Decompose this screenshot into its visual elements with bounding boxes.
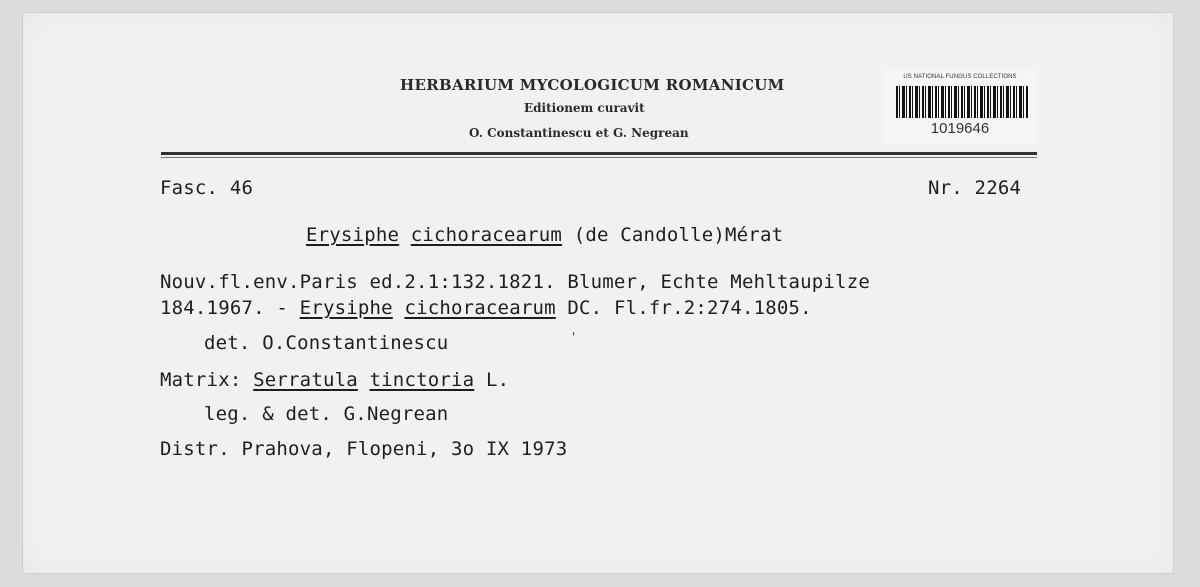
fascicle-number: Fasc. 46: [160, 177, 254, 199]
matrix-author: L.: [485, 369, 510, 391]
distribution-line: Distr. Prahova, Flopeni, 3o IX 1973: [160, 438, 568, 460]
reference-line-1: Nouv.fl.env.Paris ed.2.1:132.1821. Blumer, Echte Mehltaupilze: [160, 271, 870, 293]
reference-epithet: cichoracearum: [404, 297, 556, 319]
species-genus: Erysiphe: [306, 224, 400, 246]
reference-genus: Erysiphe: [299, 297, 393, 319]
reference-line-2: [160, 297, 812, 319]
header-divider-thin: [161, 157, 1037, 158]
reference-prefix: 184.1967. -: [160, 297, 289, 319]
editors-line: O. Constantinescu et G. Negrean: [469, 126, 689, 140]
reference-suffix: DC. Fl.fr.2:274.1805.: [567, 297, 812, 319]
matrix-epithet: tinctoria: [369, 369, 475, 391]
matrix-genus: Serratula: [253, 369, 358, 391]
herbarium-title: HERBARIUM MYCOLOGICUM ROMANICUM: [400, 76, 785, 94]
species-epithet: cichoracearum: [410, 224, 563, 246]
matrix-label: Matrix:: [160, 369, 242, 391]
determination-line: det. O.Constantinescu: [204, 332, 449, 354]
species-name: [306, 224, 783, 246]
edition-line: Editionem curavit: [524, 101, 645, 115]
matrix-line: [160, 369, 509, 391]
barcode-icon: [896, 86, 1028, 118]
stray-mark: ': [570, 330, 578, 344]
barcode-caption: US NATIONAL FUNGUS COLLECTIONS: [903, 74, 1017, 80]
barcode-number: 1019646: [930, 120, 990, 137]
collector-line: leg. & det. G.Negrean: [204, 403, 449, 425]
species-author: (de Candolle)Mérat: [573, 224, 784, 246]
specimen-number: Nr. 2264: [928, 177, 1022, 199]
barcode-label: [884, 70, 1036, 144]
header-divider: [161, 152, 1037, 155]
